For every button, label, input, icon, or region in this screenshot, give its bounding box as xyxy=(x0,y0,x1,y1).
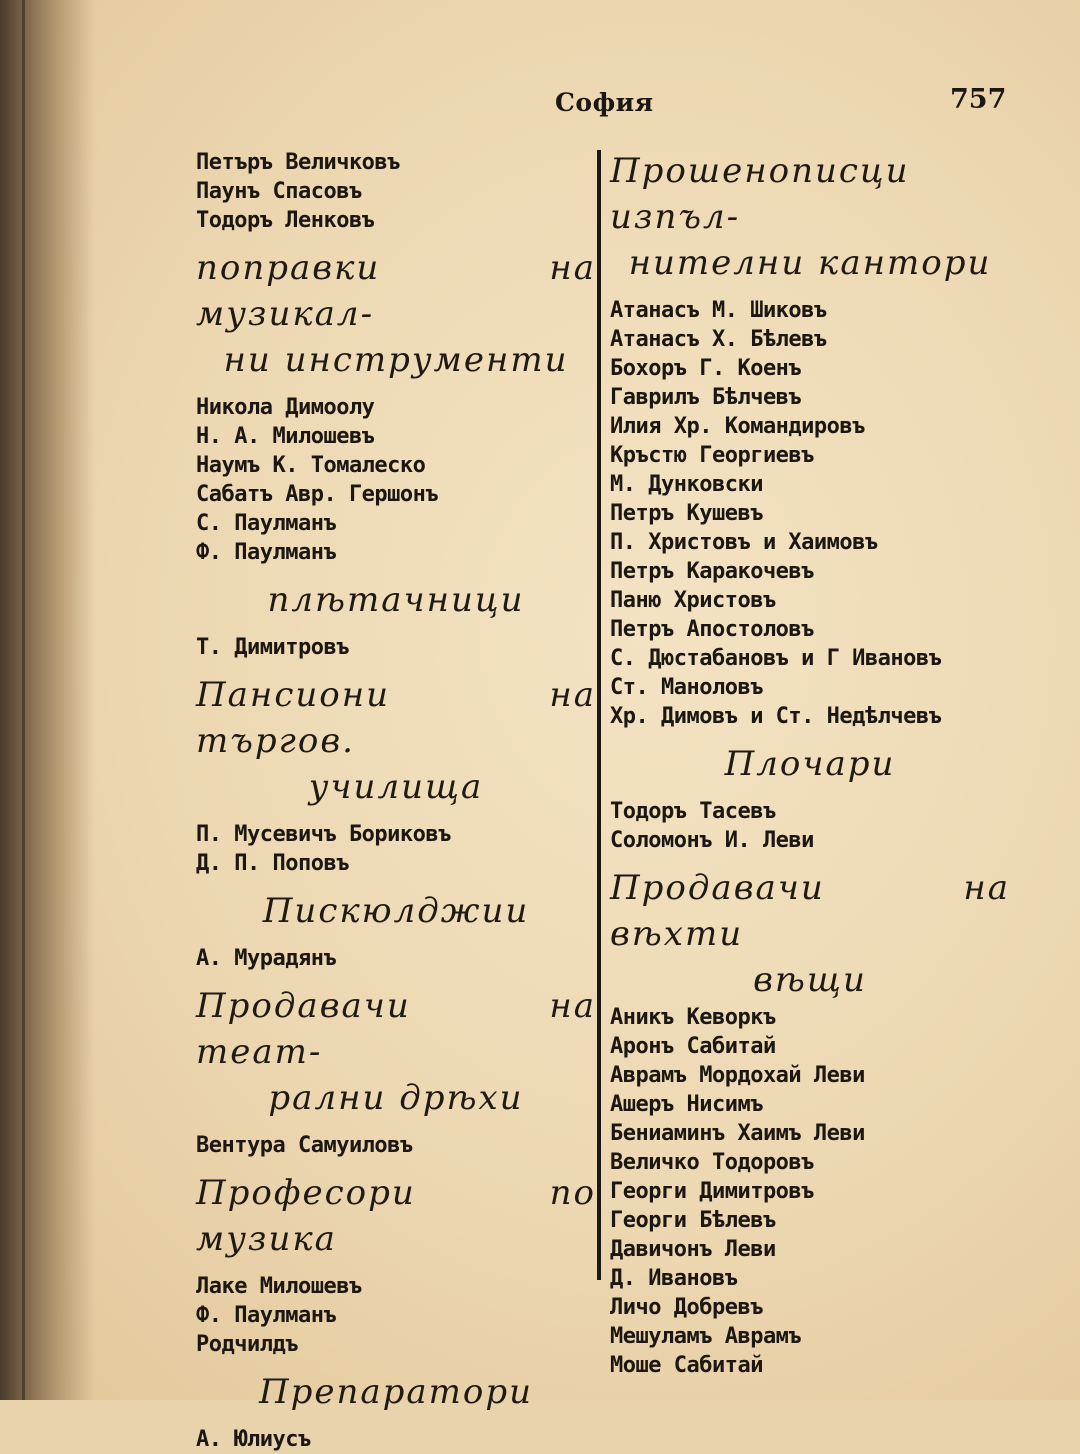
section-heading: Препаратори xyxy=(258,1372,534,1412)
list-item: Ст. Маноловъ xyxy=(610,675,763,700)
list-item: С. Паулманъ xyxy=(196,511,337,536)
section-continued-entries xyxy=(196,148,596,235)
spine-edge xyxy=(22,0,25,1400)
list-item: Аникъ Кеворкъ xyxy=(610,1005,776,1030)
section-heading: Професори по музика xyxy=(196,1173,596,1259)
list-item: Никола Димоолу xyxy=(196,395,375,420)
list-item: Кръстю Георгиевъ xyxy=(610,443,814,468)
list-item: Хр. Димовъ и Ст. Недѣлчевъ xyxy=(610,704,942,729)
list-item: Петръ Апостоловъ xyxy=(610,617,814,642)
list-item: Ф. Паулманъ xyxy=(196,1303,337,1328)
book-spine-shadow xyxy=(0,0,95,1400)
list-item: Т. Димитровъ xyxy=(196,635,349,660)
list-item: Ашеръ Нисимъ xyxy=(610,1092,763,1117)
column-divider xyxy=(597,150,601,1280)
list-item: Тодоръ Ленковъ xyxy=(196,208,375,233)
list-item: Д. П. Поповъ xyxy=(196,851,349,876)
section-heading: плѣтачници xyxy=(267,580,525,620)
list-item: Петъръ Величковъ xyxy=(196,150,400,175)
list-item: Тодоръ Тасевъ xyxy=(610,799,776,824)
page-number: 757 xyxy=(950,84,1007,115)
list-item: Георги Бѣлевъ xyxy=(610,1208,776,1233)
list-item: Паунъ Спасовъ xyxy=(196,179,362,204)
list-item: Аронъ Сабитай xyxy=(610,1034,776,1059)
list-item: Илия Хр. Командировъ xyxy=(610,414,865,439)
list-item: Личо Добревъ xyxy=(610,1295,763,1320)
list-item: Вентура Самуиловъ xyxy=(196,1133,413,1158)
list-item: Петръ Каракочевъ xyxy=(610,559,814,584)
list-item: Моше Сабитай xyxy=(610,1353,763,1378)
list-item: Бениаминъ Хаимъ Леви xyxy=(610,1121,865,1146)
list-item: А. Юлиусъ xyxy=(196,1427,311,1452)
section-heading: ни инструменти xyxy=(223,340,569,380)
list-item: П. Христовъ и Хаимовъ xyxy=(610,530,878,555)
list-item: Атанасъ М. Шиковъ xyxy=(610,298,827,323)
list-item: Лаке Милошевъ xyxy=(196,1274,362,1299)
section-heading: вѣщи xyxy=(753,960,867,1000)
section-heading: Пискюлджии xyxy=(262,891,530,931)
left-column xyxy=(196,148,596,1454)
list-item: Соломонъ И. Леви xyxy=(610,828,814,853)
list-item: Величко Тодоровъ xyxy=(610,1150,814,1175)
list-item: Родчилдъ xyxy=(196,1332,298,1357)
list-item: П. Мусевичъ Бориковъ xyxy=(196,822,451,847)
list-item: Аврамъ Мордохай Леви xyxy=(610,1063,865,1088)
section-heading: рални дрѣхи xyxy=(268,1078,524,1118)
list-item: Наумъ К. Томалеско xyxy=(196,453,426,478)
section-heading: училища xyxy=(308,767,484,807)
section-heading: Пансиони на търгов. xyxy=(196,675,596,761)
list-item: Сабатъ Авр. Гершонъ xyxy=(196,482,439,507)
section-heading: Продавачи на вѣхти xyxy=(610,868,1010,954)
list-item: Н. А. Милошевъ xyxy=(196,424,375,449)
list-item: М. Дунковски xyxy=(610,472,763,497)
list-item: Бохоръ Г. Коенъ xyxy=(610,356,802,381)
list-item: А. Мурадянъ xyxy=(196,946,337,971)
list-item: Георги Димитровъ xyxy=(610,1179,814,1204)
list-item: Давичонъ Леви xyxy=(610,1237,776,1262)
list-item: Мешуламъ Аврамъ xyxy=(610,1324,802,1349)
page-header-title: София xyxy=(555,88,654,117)
list-item: Гаврилъ Бѣлчевъ xyxy=(610,385,802,410)
section-heading: нителни кантори xyxy=(628,243,992,283)
list-item: Д. Ивановъ xyxy=(610,1266,738,1291)
list-item: Атанасъ Х. Бѣлевъ xyxy=(610,327,827,352)
list-item: С. Дюстабановъ и Г Ивановъ xyxy=(610,646,942,671)
right-column xyxy=(610,148,1010,1380)
list-item: Паню Христовъ xyxy=(610,588,776,613)
section-heading: Плочари xyxy=(724,744,896,784)
list-item: Петръ Кушевъ xyxy=(610,501,763,526)
section-heading: Продавачи на теат- xyxy=(196,986,596,1072)
section-heading: Прошенописци изпъл- xyxy=(610,151,910,237)
section-heading: поправки на музикал- xyxy=(196,248,596,334)
list-item: Ф. Паулманъ xyxy=(196,540,337,565)
